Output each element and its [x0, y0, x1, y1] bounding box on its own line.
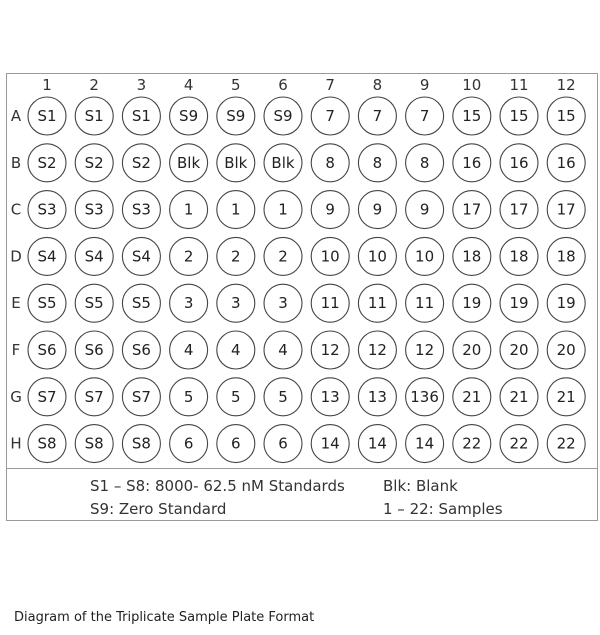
plate-well [406, 237, 444, 275]
column-label: 8 [372, 76, 383, 94]
well-label: 5 [231, 387, 241, 406]
well-label: S6 [37, 341, 57, 359]
well-label: 21 [509, 387, 529, 406]
plate-well [453, 378, 491, 416]
figure-caption: Diagram of the Triplicate Sample Plate Format [14, 610, 315, 625]
plate-well [217, 191, 255, 229]
well-label: Blk [271, 153, 295, 172]
well-label: S1 [37, 107, 57, 125]
plate-well [358, 284, 396, 322]
well-label: S3 [84, 200, 104, 219]
column-label: 4 [183, 76, 194, 94]
well-label: 5 [183, 387, 194, 406]
well-label: 15 [509, 107, 529, 125]
row-label: F [11, 341, 21, 359]
well-label: 11 [415, 294, 435, 313]
plate-well [500, 425, 538, 463]
plate-well [217, 378, 255, 416]
well-label: 3 [183, 294, 194, 313]
plate-well [264, 237, 302, 275]
well-label: S6 [131, 341, 151, 359]
well-label: S1 [84, 107, 104, 125]
plate-well [170, 144, 208, 182]
well-label: 6 [231, 434, 241, 453]
plate-well [500, 378, 538, 416]
well-label: S9 [273, 107, 293, 125]
plate-well [547, 378, 585, 416]
plate-well [406, 144, 444, 182]
well-label: 18 [556, 247, 576, 266]
plate-well [500, 191, 538, 229]
plate-well [547, 425, 585, 463]
well-label: 2 [231, 247, 241, 266]
column-label: 10 [462, 76, 482, 94]
well-label: 9 [372, 200, 383, 219]
plate-well [311, 378, 349, 416]
plate-well [122, 378, 160, 416]
well-label: 9 [325, 200, 335, 219]
well-label: 17 [556, 200, 576, 219]
well-label: 4 [183, 341, 194, 359]
plate-well [500, 284, 538, 322]
plate-well [453, 284, 491, 322]
plate-well [28, 237, 66, 275]
legend-samples: 1 – 22: Samples [383, 500, 503, 518]
row-label: G [10, 387, 22, 406]
plate-well [547, 97, 585, 135]
plate-well [358, 237, 396, 275]
plate-well [453, 331, 491, 369]
plate-well [75, 378, 113, 416]
plate-well [453, 144, 491, 182]
plate-well [28, 191, 66, 229]
column-label: 7 [325, 76, 335, 94]
plate-well [358, 191, 396, 229]
plate-well [406, 284, 444, 322]
plate-well [311, 97, 349, 135]
plate-well [217, 331, 255, 369]
well-label: S1 [131, 107, 151, 125]
plate-well [453, 237, 491, 275]
well-label: S2 [84, 153, 104, 172]
plate-well [122, 237, 160, 275]
well-label: S5 [37, 294, 57, 313]
well-label: 1 [278, 200, 288, 219]
well-label: 4 [231, 341, 241, 359]
plate-well [28, 284, 66, 322]
plate-well [547, 237, 585, 275]
plate-well [406, 97, 444, 135]
well-label: 20 [462, 341, 482, 359]
well-label: 5 [278, 387, 288, 406]
well-label: 21 [462, 387, 482, 406]
plate-well [28, 331, 66, 369]
plate-well [28, 144, 66, 182]
well-label: 14 [415, 434, 435, 453]
well-label: 12 [320, 341, 340, 359]
plate-well [547, 331, 585, 369]
row-label: B [10, 153, 22, 172]
well-label: S8 [131, 434, 151, 453]
plate-well [453, 97, 491, 135]
well-label: 11 [367, 294, 387, 313]
plate-well [264, 284, 302, 322]
plate-well [406, 191, 444, 229]
well-label: 6 [183, 434, 194, 453]
well-label: 1 [183, 200, 194, 219]
plate-well [170, 284, 208, 322]
well-label: 8 [419, 153, 430, 172]
plate-well [122, 144, 160, 182]
column-label: 1 [42, 76, 52, 94]
well-label: 16 [556, 153, 576, 172]
well-label: S9 [226, 107, 246, 125]
well-label: 3 [278, 294, 288, 313]
row-label: H [10, 434, 22, 453]
plate-well [311, 425, 349, 463]
row-label: A [10, 107, 22, 125]
plate-well [311, 284, 349, 322]
plate-well [75, 144, 113, 182]
well-label: 22 [556, 434, 576, 453]
well-label: 15 [462, 107, 482, 125]
legend-blank: Blk: Blank [383, 477, 458, 495]
plate-well [170, 331, 208, 369]
well-label: 8 [372, 153, 383, 172]
plate-well [358, 97, 396, 135]
plate-well [358, 378, 396, 416]
well-label: 12 [367, 341, 387, 359]
well-label: 7 [372, 107, 383, 125]
column-label: 12 [556, 76, 576, 94]
well-label: Blk [224, 153, 248, 172]
well-label: S9 [179, 107, 199, 125]
plate-well [453, 191, 491, 229]
well-label: 9 [419, 200, 430, 219]
plate-well [122, 331, 160, 369]
well-label: Blk [177, 153, 201, 172]
well-label: 7 [325, 107, 335, 125]
row-label: E [11, 294, 21, 313]
well-label: S4 [131, 247, 151, 266]
well-label: 2 [278, 247, 288, 266]
well-label: 19 [462, 294, 482, 313]
plate-well [75, 97, 113, 135]
well-label: S4 [84, 247, 104, 266]
plate-well [311, 144, 349, 182]
plate-well [500, 97, 538, 135]
well-label: 17 [509, 200, 529, 219]
row-label: C [10, 200, 22, 219]
well-label: S3 [131, 200, 151, 219]
plate-well [217, 97, 255, 135]
well-label: 19 [556, 294, 576, 313]
well-label: S5 [131, 294, 151, 313]
well-label: S4 [37, 247, 57, 266]
plate-well [453, 425, 491, 463]
well-label: 16 [462, 153, 482, 172]
well-label: S8 [84, 434, 104, 453]
plate-well [264, 378, 302, 416]
plate-well [264, 97, 302, 135]
well-label: S5 [84, 294, 104, 313]
well-label: S2 [131, 153, 151, 172]
plate-well [170, 191, 208, 229]
well-label: 10 [320, 247, 340, 266]
plate-well [170, 378, 208, 416]
plate-well [122, 191, 160, 229]
column-label: 11 [509, 76, 529, 94]
plate-well [122, 284, 160, 322]
plate-well [311, 191, 349, 229]
well-label: 10 [367, 247, 387, 266]
well-label: 2 [183, 247, 194, 266]
plate-well [264, 144, 302, 182]
plate-well [217, 425, 255, 463]
well-label: S7 [37, 387, 57, 406]
column-label: 2 [89, 76, 99, 94]
plate-well [358, 425, 396, 463]
well-label: 22 [462, 434, 482, 453]
well-label: 12 [415, 341, 435, 359]
plate-well [28, 425, 66, 463]
plate-well [406, 425, 444, 463]
well-label: 11 [320, 294, 340, 313]
well-label: S2 [37, 153, 57, 172]
well-label: 18 [509, 247, 529, 266]
well-label: S7 [84, 387, 104, 406]
plate-well [406, 378, 444, 416]
column-label: 5 [231, 76, 241, 94]
well-label: 17 [462, 200, 482, 219]
well-label: S7 [131, 387, 151, 406]
plate-well [217, 284, 255, 322]
plate-well [547, 284, 585, 322]
plate-well [122, 97, 160, 135]
well-label: 6 [278, 434, 288, 453]
well-label: 13 [367, 387, 387, 406]
well-label: 18 [462, 247, 482, 266]
well-label: 3 [231, 294, 241, 313]
plate-well [264, 191, 302, 229]
plate-well [547, 191, 585, 229]
plate-well [217, 237, 255, 275]
well-label: 15 [556, 107, 576, 125]
plate-well [75, 191, 113, 229]
plate-well [264, 331, 302, 369]
plate-well [358, 331, 396, 369]
legend-divider [6, 468, 598, 469]
well-label: 21 [556, 387, 576, 406]
well-label: S3 [37, 200, 57, 219]
column-label: 6 [278, 76, 288, 94]
plate-well [75, 284, 113, 322]
well-label: 20 [509, 341, 529, 359]
plate-well [217, 144, 255, 182]
plate-well [547, 144, 585, 182]
plate-well [170, 97, 208, 135]
well-label: 7 [419, 107, 430, 125]
plate-well [170, 237, 208, 275]
plate-well [264, 425, 302, 463]
well-label: S6 [84, 341, 104, 359]
legend-standards: S1 – S8: 8000- 62.5 nM Standards [90, 477, 345, 495]
legend-zero-standard: S9: Zero Standard [90, 500, 227, 518]
well-label: 10 [415, 247, 435, 266]
well-label: 8 [325, 153, 335, 172]
well-label: 22 [509, 434, 529, 453]
well-label: 136 [410, 387, 439, 406]
plate-well [311, 331, 349, 369]
plate-well [406, 331, 444, 369]
column-label: 9 [419, 76, 430, 94]
well-label: 19 [509, 294, 529, 313]
plate-well [311, 237, 349, 275]
row-label: D [10, 247, 22, 266]
plate-well [75, 425, 113, 463]
well-label: 4 [278, 341, 288, 359]
plate-well [28, 378, 66, 416]
well-label: 14 [367, 434, 387, 453]
well-label: 13 [320, 387, 340, 406]
plate-well [28, 97, 66, 135]
plate-well [358, 144, 396, 182]
plate-well [170, 425, 208, 463]
plate-well [500, 144, 538, 182]
column-label: 3 [136, 76, 147, 94]
plate-well [500, 331, 538, 369]
plate-well [500, 237, 538, 275]
well-label: 20 [556, 341, 576, 359]
plate-well [75, 331, 113, 369]
plate-well [75, 237, 113, 275]
well-label: S8 [37, 434, 57, 453]
well-label: 1 [231, 200, 241, 219]
plate-well [122, 425, 160, 463]
well-label: 14 [320, 434, 340, 453]
well-label: 16 [509, 153, 529, 172]
